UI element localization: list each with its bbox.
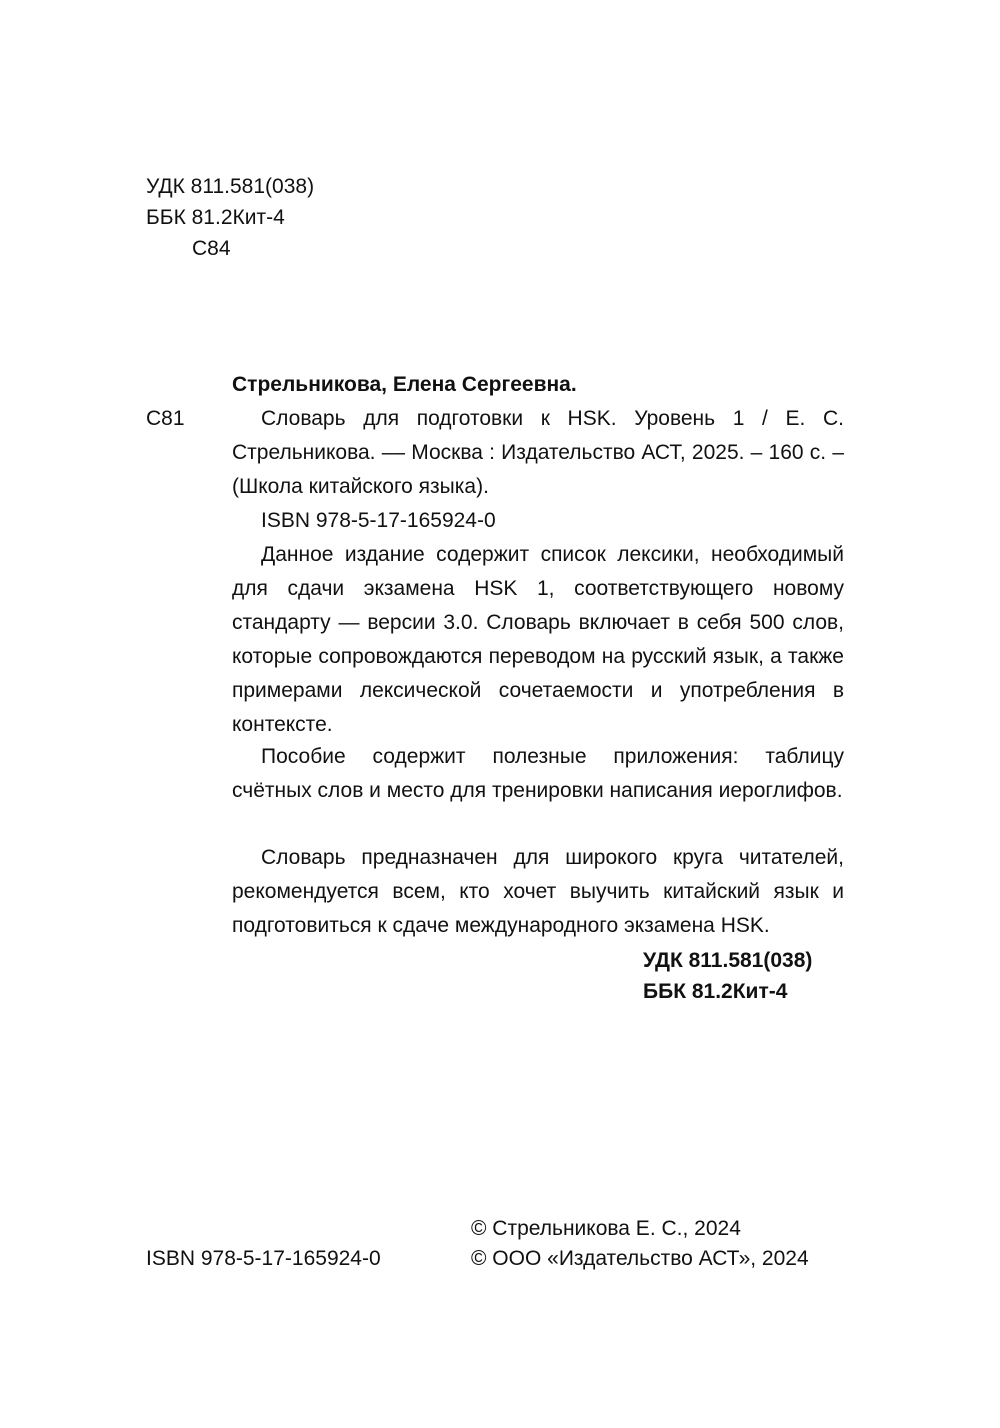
copyright-author: © Стрельникова Е. С., 2024 [471,1217,741,1240]
author-mark: С84 [192,237,231,260]
annotation-paragraph-2: Пособие содержит полезные приложения: таблицу счётных слов и место для тренировки написания иероглифов. [232,745,844,802]
bbk-code: ББК 81.2Кит-4 [146,206,285,229]
annotation-paragraph-3: Словарь предназначен для широкого круга читателей, рекомендуется всем, кто хочет выучить китайский язык и подготовиться к сдаче международного экзамена HSK. [232,846,844,937]
footer-isbn: ISBN 978-5-17-165924-0 [146,1247,381,1270]
copyright-publisher: © ООО «Издательство АСТ», 2024 [471,1247,809,1270]
side-code: С81 [146,407,185,430]
udk-bold: УДК 811.581(038) [643,949,813,972]
annotation-paragraph-1: Данное издание содержит список лексики, необходимый для сдачи экзамена HSK 1, соответствующего новому стандарту — версии 3.0. Словарь включает в себя 500 слов, которые сопровождаются переводом на русский язык, а также примерами лексической сочетаемости и употребления в контексте. [232,543,844,736]
bibliographic-description: Словарь для подготовки к HSK. Уровень 1 / Е. С. Стрельникова. –– Москва : Издательство АСТ, 2025. – 160 с. – (Школа китайского языка). [232,407,844,498]
author-heading: Стрельникова, Елена Сергеевна. [232,373,577,396]
udk-code: УДК 811.581(038) [146,175,315,198]
bbk-bold: ББК 81.2Кит-4 [643,980,788,1003]
isbn-line: ISBN 978-5-17-165924-0 [261,509,496,532]
